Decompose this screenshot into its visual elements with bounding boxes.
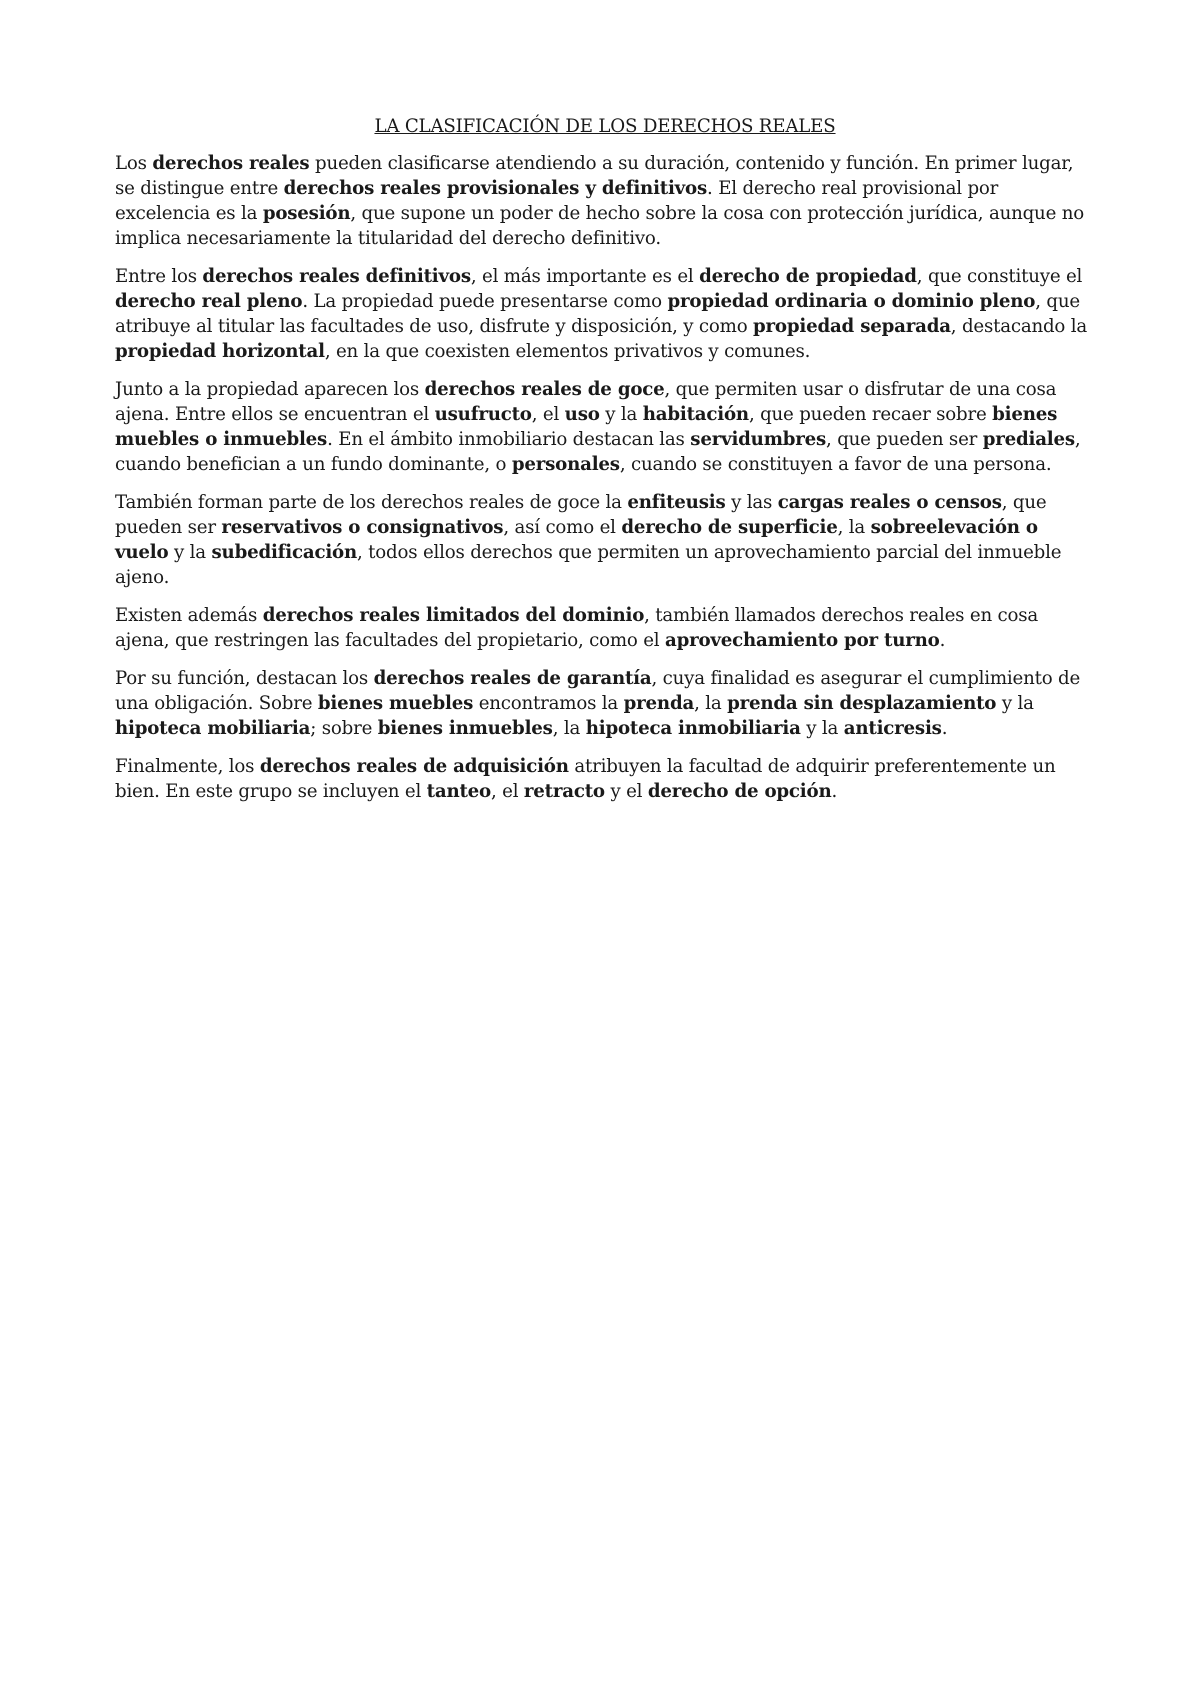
text-run: , que pueden ser [826,429,983,450]
text-run: Junto a la propiedad aparecen los [115,379,425,400]
text-run: , el más importante es el [470,266,700,287]
bold-term: derecho de superficie [621,517,838,538]
bold-term: derechos reales provisionales y definitivos [283,178,708,199]
bold-term: bienes inmuebles [377,718,553,739]
paragraph [115,490,1095,590]
paragraph [115,151,1095,251]
text-run: . En el ámbito inmobiliario destacan las [327,429,691,450]
text-run: Finalmente, los [115,756,260,777]
text-run: y la [599,404,643,425]
text-run: . El derecho real provisional por excelencia es la [115,178,999,224]
bold-term: bienes muebles [317,693,474,714]
text-run: pueden clasificarse atendiendo a su duración, contenido y función. En primer lugar, se distingue entre [115,153,1074,199]
text-run: Entre los [115,266,203,287]
text-run: , que pueden recaer sobre [748,404,993,425]
bold-term: derechos reales de goce [424,379,665,400]
text-run: . La propiedad puede presentarse como [302,291,668,312]
text-run: , el [490,781,524,802]
bold-term: derecho de opción [647,781,832,802]
paragraph [115,377,1095,477]
bold-term: prenda [623,693,695,714]
text-run: , la [694,693,728,714]
bold-term: cargas reales o censos [777,492,1002,513]
bold-term: derecho real pleno [115,291,303,312]
bold-term: reservativos o consignativos [221,517,504,538]
text-run: . [941,718,948,739]
text-run: , que supone un poder de hecho sobre la cosa con protección jurídica, aunque no implica necesariamente la titularidad del derecho definitivo. [115,203,1084,249]
bold-term: personales [511,454,620,475]
bold-term: tanteo [426,781,491,802]
bold-term: usufructo [434,404,532,425]
text-run: , la [552,718,586,739]
bold-term: servidumbres [690,429,827,450]
text-run: , todos ellos derechos que permiten un aprovechamiento parcial del inmueble ajeno. [115,542,1062,588]
text-run: . [831,781,838,802]
bold-term: derechos reales definitivos [202,266,471,287]
text-run: Existen además [115,605,263,626]
text-run: . [939,630,946,651]
bold-term: habitación [642,404,749,425]
bold-term: derechos reales limitados del dominio [262,605,645,626]
text-run: , en la que coexisten elementos privativos y comunes. [324,341,811,362]
text-run: encontramos la [473,693,624,714]
bold-term: derecho de propiedad [699,266,917,287]
text-run: También forman parte de los derechos reales de goce la [115,492,628,513]
paragraph-list [115,151,1095,804]
text-run: , así como el [503,517,622,538]
text-run: ; sobre [310,718,378,739]
paragraph [115,754,1095,804]
text-run: , que atribuye al titular las facultades de uso, disfrute y disposición, y como [115,291,1080,337]
bold-term: anticresis [843,718,942,739]
bold-term: enfiteusis [627,492,726,513]
bold-term: derechos reales de garantía [373,668,652,689]
bold-term: hipoteca mobiliaria [115,718,311,739]
text-run: , la [837,517,871,538]
bold-term: derechos reales de adquisición [259,756,569,777]
bold-term: bienes muebles o inmuebles [115,404,1058,450]
text-run: , cuando se constituyen a favor de una persona. [619,454,1052,475]
text-run: , el [531,404,565,425]
text-run: , destacando la [950,316,1088,337]
bold-term: sobreelevación o vuelo [115,517,1038,563]
bold-term: subedificación [211,542,358,563]
bold-term: prediales [982,429,1075,450]
text-run: , que constituye el [916,266,1083,287]
text-run: , cuya finalidad es asegurar el cumplimiento de una obligación. Sobre [115,668,1081,714]
text-run: , también llamados derechos reales en cosa ajena, que restringen las facultades del propietario, como el [115,605,1039,651]
bold-term: posesión [262,203,351,224]
text-run: , que pueden ser [115,492,1047,538]
bold-term: propiedad separada [753,316,951,337]
paragraph [115,603,1095,653]
text-run: y las [725,492,778,513]
paragraph [115,264,1095,364]
paragraph [115,666,1095,741]
document-title: LA CLASIFICACIÓN DE LOS DERECHOS REALES [374,116,836,137]
bold-term: aprovechamiento por turno [665,630,940,651]
bold-term: propiedad ordinaria o dominio pleno [667,291,1036,312]
bold-term: hipoteca inmobiliaria [585,718,801,739]
bold-term: uso [564,404,600,425]
bold-term: propiedad horizontal [115,341,325,362]
bold-term: prenda sin desplazamiento [727,693,997,714]
text-run: y la [168,542,212,563]
text-run: y la [996,693,1034,714]
text-run: , que permiten usar o disfrutar de una cosa ajena. Entre ellos se encuentran el [115,379,1057,425]
text-run: y la [800,718,844,739]
text-run: , cuando benefician a un fundo dominante, o [115,429,1081,475]
bold-term: derechos reales [152,153,310,174]
text-run: Por su función, destacan los [115,668,374,689]
text-run: Los [115,153,153,174]
document-body [115,114,1095,817]
text-run: atribuyen la facultad de adquirir preferentemente un bien. En este grupo se incluyen el [115,756,1056,802]
bold-term: retracto [523,781,605,802]
text-run: y el [604,781,648,802]
